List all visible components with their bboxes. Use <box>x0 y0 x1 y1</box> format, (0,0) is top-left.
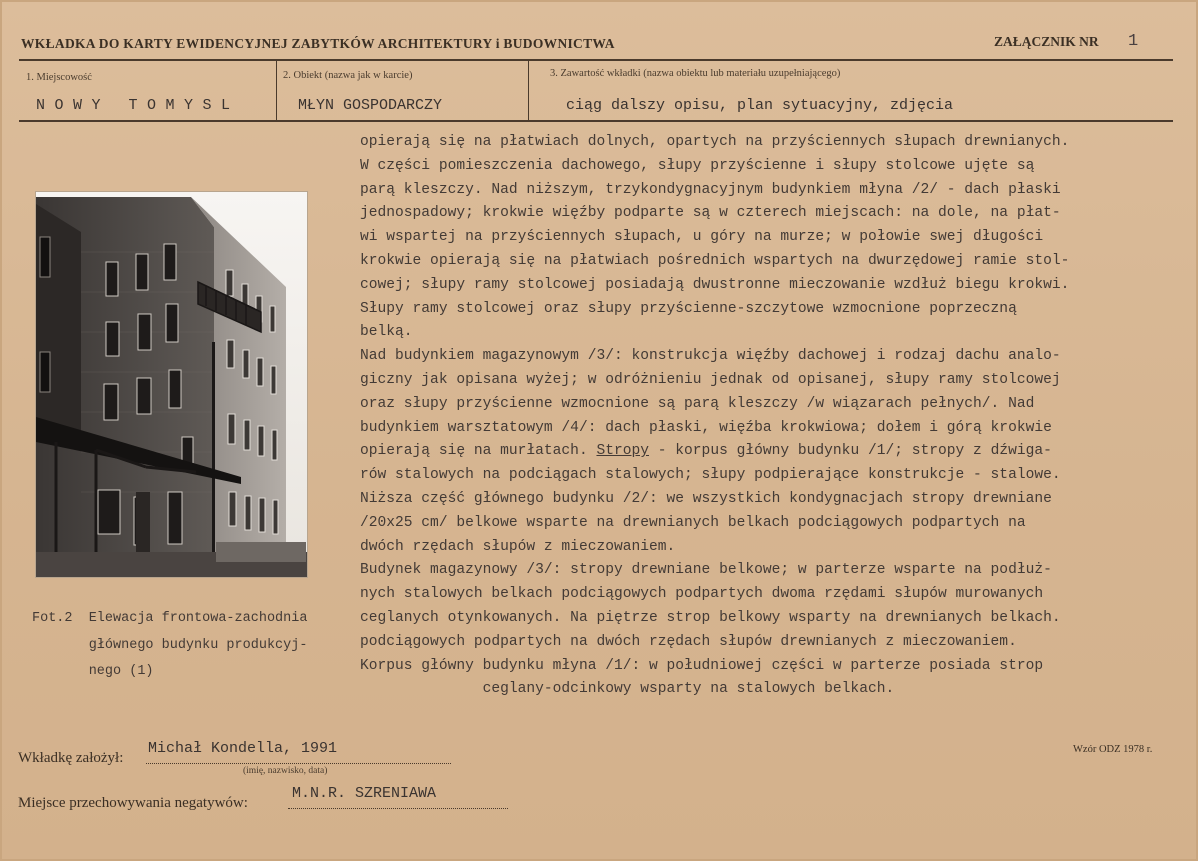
text-line: Niższa część głównego budynku /2/: we wszystkich kondygnacjach stropy drewniane <box>360 490 1052 507</box>
header-rule-bottom <box>19 120 1173 122</box>
annex-number: 1 <box>1128 32 1139 51</box>
text-line: giczny jak opisana wyżej; w odróżnieniu jednak od opisanej, słupy ramy stolcowej <box>360 371 1061 388</box>
form-title: WKŁADKA DO KARTY EWIDENCYJNEJ ZABYTKÓW ARCHITEKTURY i BUDOWNICTWA <box>21 36 615 51</box>
text-line: dwóch rzędach słupów z mieczowaniem. <box>360 538 676 555</box>
caption-line: nego (1) <box>32 664 154 679</box>
text-line-stropy <box>360 440 1196 464</box>
text-line: jednospadowy; krokwie więźby podparte są w czterech miejscach: na dole, na płat- <box>360 205 1061 222</box>
form-model-note: Wzór ODZ 1978 r. <box>1073 744 1153 755</box>
object-label: 2. Obiekt (nazwa jak w karcie) <box>283 70 413 81</box>
text-line: belką. <box>360 324 413 341</box>
text-line: Budynek magazynowy /3/: stropy drewniane belkowe; w parterze wsparte na podłuż- <box>360 562 1052 579</box>
text-fragment: - korpus główny budynku /1/; stropy z dźwiga- <box>649 443 1052 460</box>
text-line: krokwie opierają się na płatwiach pośrednich wspartych na dwurzędowej ramie stol- <box>360 252 1070 269</box>
caption-line: głównego budynku produkcyj- <box>32 637 308 653</box>
text-line: Korpus główny budynku młyna /1/: w południowej części w parterze posiada strop <box>360 657 1044 674</box>
building-photo <box>36 192 307 577</box>
field-divider-2 <box>528 61 529 120</box>
text-line: oraz słupy przyścienne wzmocnione są parą kleszczy /w wiązarach pełnych/. Nad <box>360 395 1035 412</box>
text-line: budynkiem warsztatowym /4/: dach płaski, więźba krokwiowa; dołem i górą krokwie <box>360 419 1052 436</box>
header-rule-top <box>19 59 1173 61</box>
storage-label: Miejsce przechowywania negatywów: <box>18 795 248 811</box>
storage-dotted-line <box>288 808 508 809</box>
locality-label: 1. Miejscowość <box>26 72 92 83</box>
text-line: nych stalowych belkach podciągowych podpartych dwoma rzędami słupów murowanych <box>360 586 1044 603</box>
text-line: cowej; słupy ramy stolcowej posiadają dwustronne mieczowanie wzdłuż biegu krokwi. <box>360 276 1070 293</box>
author-hint: (imię, nazwisko, data) <box>243 766 328 776</box>
contents-label: 3. Zawartość wkładki (nazwa obiektu lub materiału uzupełniającego) <box>550 68 841 79</box>
text-line: rów stalowych na podciągach stalowych; słupy podpierające konstrukcje - stalowe. <box>360 467 1061 484</box>
description-text <box>360 131 1196 702</box>
text-line: W części pomieszczenia dachowego, słupy przyścienne i słupy stolcowe ujęte są <box>360 157 1035 174</box>
text-line: Słupy ramy stolcowej oraz słupy przyścienne-szczytowe wzmocnione poprzeczną <box>360 300 1017 317</box>
text-line: podciągowych podpartych na dwóch rzędach słupów drewnianych z mieczowaniem. <box>360 633 1017 650</box>
text-line: wi wspartej na przyściennych słupach, u góry na murze; w połowie swej długości <box>360 229 1044 246</box>
stropy-heading: Stropy <box>596 443 650 460</box>
object-value: MŁYN GOSPODARCZY <box>298 97 443 114</box>
locality-value: NOWY TOMYSL <box>36 97 240 114</box>
field-divider-1 <box>276 61 277 120</box>
photo-caption <box>32 606 307 686</box>
text-line: opierają się na płatwiach dolnych, opartych na przyściennych słupach drewnianych. <box>360 134 1070 150</box>
author-label: Wkładkę założył: <box>18 750 124 766</box>
text-fragment: opierają się na murłatach. <box>360 443 597 460</box>
text-line: parą kleszczy. Nad niższym, trzykondygnacyjnym budynkiem młyna /2/ - dach płaski <box>360 181 1061 198</box>
caption-line: Fot.2 Elewacja frontowa-zachodnia <box>32 611 308 626</box>
text-line: Nad budynkiem magazynowym /3/: konstrukcja więźby dachowej i rodzaj dachu analo- <box>360 348 1061 365</box>
author-value: Michał Kondella, 1991 <box>148 740 338 757</box>
contents-value: ciąg dalszy opisu, plan sytuacyjny, zdjęcia <box>566 97 954 114</box>
text-line: ceglany-odcinkowy wsparty na stalowych belkach. <box>360 681 895 698</box>
storage-value: M.N.R. SZRENIAWA <box>292 785 437 802</box>
author-dotted-line <box>146 763 451 764</box>
text-line: ceglanych otynkowanych. Na piętrze strop belkowy wsparty na drewnianych belkach. <box>360 609 1061 626</box>
text-line: /20x25 cm/ belkowe wsparte na drewnianych belkach podciągowych podpartych na <box>360 514 1026 531</box>
building-photo-image <box>36 192 307 577</box>
annex-label: ZAŁĄCZNIK NR <box>994 34 1099 49</box>
